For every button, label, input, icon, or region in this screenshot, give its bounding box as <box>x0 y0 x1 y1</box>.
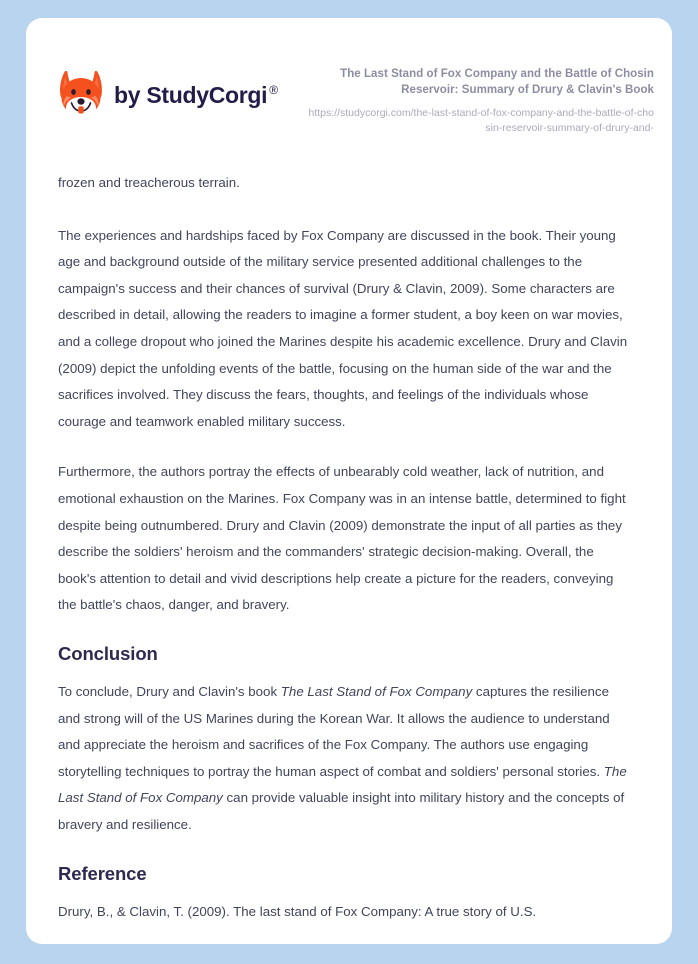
book-title-italic-1: The Last Stand of Fox Company <box>280 684 473 699</box>
studycorgi-logo[interactable] <box>58 64 278 120</box>
book-title-italic-2: The Last Stand of Fox Company <box>58 763 627 806</box>
document-card <box>26 18 672 944</box>
document-title: The Last Stand of Fox Company and the Battle of Chosin Reservoir: Summary of Drury & Clavin's Book <box>340 68 654 97</box>
reference-entry: Drury, B., & Clavin, T. (2009). The last stand of Fox Company: A true story of U.S. <box>58 903 537 919</box>
paragraph-conclusion <box>58 679 632 839</box>
corgi-head-icon <box>58 70 104 120</box>
document-body <box>26 136 672 925</box>
section-heading-reference: Reference <box>58 862 147 884</box>
conclusion-text-part-2: captures the resilience and strong will of the US Marines during the Korean War. It allows the audience to understand and appreciate the heroism and sacrifices of the Fox Company. The authors use engaging storytelling techniques to portray the human aspect of combat and soldiers' personal stories. <box>58 684 610 779</box>
paragraph-furthermore: Furthermore, the authors portray the effects of unbearably cold weather, lack of nutrition, and emotional exhaustion on the Marines. Fox Company was in an intense battle, determined to fight despite being outnumbered. Drury and Clavin (2009) demonstrate the input of all parties as they describe the soldiers' heroism and the commanders' strategic decision-making. Overall, the book's attention to detail and vivid descriptions help create a picture for the readers, conveying the battle's chaos, danger, and bravery. <box>58 464 626 613</box>
paragraph-experiences: The experiences and hardships faced by Fox Company are discussed in the book. Their young age and background outside of the military service presented additional challenges to the campaign's success and their chances of survival (Drury & Clavin, 2009). Some characters are described in detail, allowing the readers to imagine a former student, a boy keen on war movies, and a college dropout who joined the Marines despite his academic excellence. Drury and Clavin (2009) depict the unfolding events of the battle, focusing on the human side of the war and the sacrifices involved. They discuss the fears, thoughts, and feelings of the individuals whose courage and teamwork enabled military success. <box>58 227 628 429</box>
document-meta <box>304 64 654 136</box>
wordmark-label: by StudyCorgi <box>114 81 268 108</box>
document-source-url[interactable]: https://studycorgi.com/the-last-stand-of-fox-company-and-the-battle-of-chosin-reservoir-summary-of-drury-and- <box>308 106 654 134</box>
wordmark-text <box>114 82 278 109</box>
paragraph-continued: frozen and treacherous terrain. <box>58 175 240 191</box>
document-header <box>26 18 672 136</box>
section-heading-conclusion: Conclusion <box>58 643 158 664</box>
conclusion-text-part-3: can provide valuable insight into military history and the concepts of bravery and resilience. <box>58 790 625 832</box>
conclusion-text-part-1: To conclude, Drury and Clavin's book <box>58 684 281 699</box>
registered-trademark-icon: ® <box>269 82 278 97</box>
